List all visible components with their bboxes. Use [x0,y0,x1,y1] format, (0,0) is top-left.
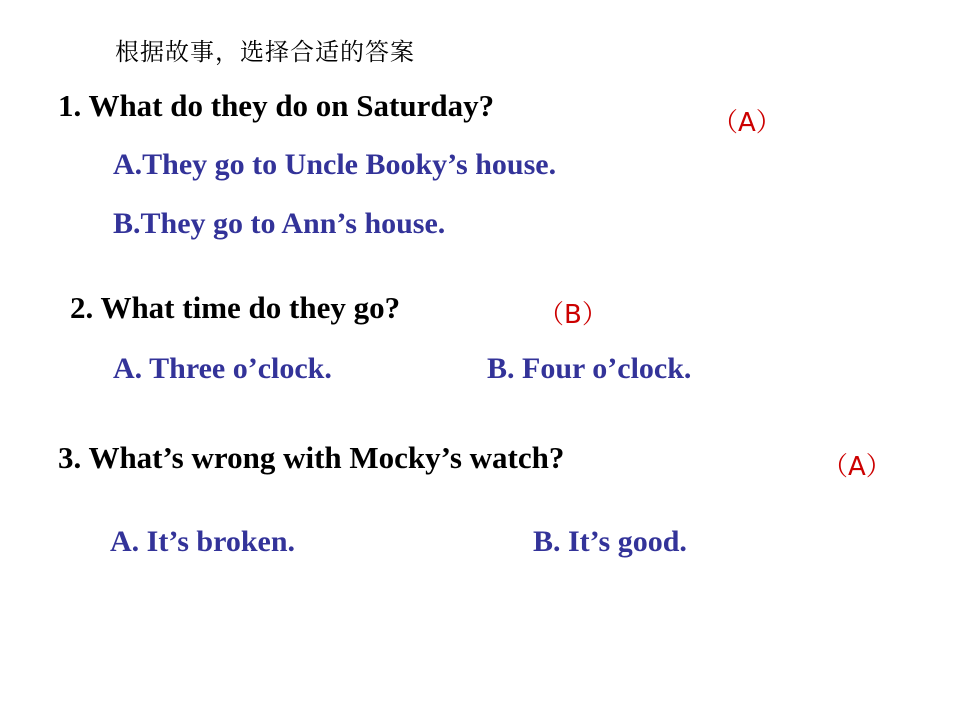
question-2-option-a: A. Three o’clock. [113,352,332,385]
question-1-option-a: A.They go to Uncle Booky’s house. [113,148,557,181]
question-1-option-b: B.They go to Ann’s house. [113,207,446,240]
question-1-text: 1. What do they do on Saturday? [58,88,495,123]
question-3-text: 3. What’s wrong with Mocky’s watch? [58,440,565,475]
question-3-option-b: B. It’s good. [533,525,687,558]
question-2-answer-key: （B） [538,300,608,330]
question-2-option-b: B. Four o’clock. [487,352,692,385]
question-3-answer-key: （A） [822,452,892,482]
question-1-answer-key: （A） [712,108,782,138]
question-3-option-a: A. It’s broken. [110,525,296,558]
instruction-text: 根据故事，选择合适的答案 [115,38,415,66]
question-2-text: 2. What time do they go? [70,290,401,325]
